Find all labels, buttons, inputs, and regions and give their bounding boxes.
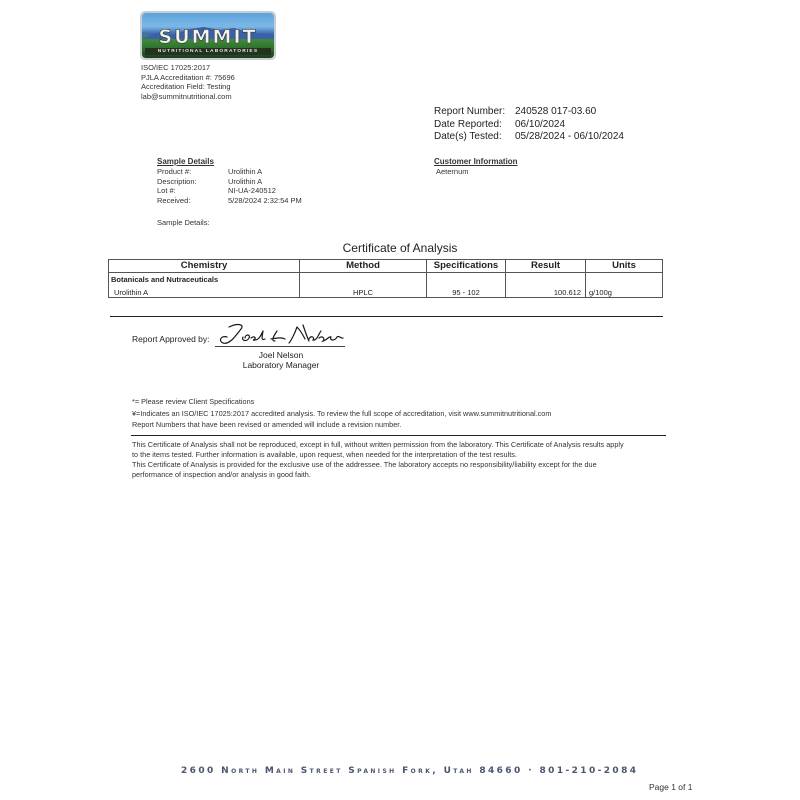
dates-tested-row: [434, 131, 624, 144]
date-reported-label: Date Reported:: [434, 118, 502, 130]
lot-row: [157, 186, 397, 196]
report-meta: [434, 106, 624, 144]
field-label: Product #:: [157, 167, 192, 176]
dates-tested-value: 05/28/2024 - 06/10/2024: [515, 131, 624, 142]
sample-details-extra-label: Sample Details:: [157, 218, 210, 227]
disclaimer-line: This Certificate of Analysis shall not be reproduced, except in full, without written permission from the laboratory. This Certificate of Analysis results apply: [132, 440, 624, 449]
approver-title: Laboratory Manager: [242, 360, 320, 370]
table-row: [109, 273, 663, 298]
disclaimer-line: to the items tested. Further information is available, upon request, when needed for the interpretation of the test results.: [132, 450, 517, 459]
accreditation-number: PJLA Accreditation #: 75696: [141, 72, 235, 82]
dates-tested-label: Date(s) Tested:: [434, 131, 502, 142]
divider: [131, 435, 666, 436]
note-revisions: Report Numbers that have been revised or amended will include a revision number.: [132, 420, 402, 429]
units-value: g/100g: [589, 288, 612, 297]
table-header-row: [109, 260, 663, 273]
report-number-label: Report Number:: [434, 106, 506, 117]
coa-title: Certificate of Analysis: [342, 241, 458, 255]
analyte-name: Urolithin A: [114, 288, 149, 297]
column-header-specifications: Specifications: [427, 260, 506, 273]
customer-info-title: Customer Information: [434, 157, 518, 166]
logo-tagline: NUTRITIONAL LABORATORIES: [145, 48, 271, 55]
lab-email: lab@summitnutritional.com: [141, 91, 232, 101]
disclaimer-line: performance of inspection and/or analysis in good faith.: [132, 470, 311, 479]
date-reported-row: [434, 119, 624, 132]
company-logo: [140, 11, 276, 60]
product-row: [157, 167, 397, 177]
signature-line: [215, 346, 345, 347]
report-number-value: 240528 017-03.60: [515, 106, 597, 117]
method-value: HPLC: [352, 288, 373, 297]
field-label: Received:: [157, 195, 191, 205]
units-cell: [586, 273, 663, 298]
received-row: [157, 196, 397, 206]
disclaimer-line: This Certificate of Analysis is provided for the exclusive use of the addressee. The laboratory accepts no responsibility/liability except for the due: [132, 460, 597, 469]
customer-name: Aeternum: [436, 167, 469, 176]
sample-details-title: Sample Details: [157, 157, 214, 166]
field-value: Urolithin A: [228, 167, 263, 176]
specifications-cell: [427, 273, 506, 298]
note-client-specs: *= Please review Client Specifications: [132, 397, 255, 406]
report-number-row: [434, 106, 624, 119]
field-value: 5/28/2024 2:32:54 PM: [228, 195, 302, 205]
lab-info: [141, 63, 235, 101]
approval-label: Report Approved by:: [132, 334, 210, 344]
column-header-method: Method: [300, 260, 427, 273]
note-accreditation: ¥=Indicates an ISO/IEC 17025:2017 accredited analysis. To review the full scope of accreditation, visit www.summitnutritional.com: [132, 408, 552, 418]
approver-name: Joel Nelson: [258, 350, 304, 360]
approver: [241, 350, 321, 370]
field-value: NI-UA-240512: [228, 186, 276, 195]
description-row: [157, 177, 397, 187]
footer-address: 2600 North Main Street Spanish Fork, Utah 84660 · 801-210-2084: [181, 766, 639, 776]
field-label: Lot #:: [157, 186, 176, 195]
results-table: [108, 259, 663, 298]
chemistry-cell: [109, 273, 300, 298]
result-value: 100.612: [553, 288, 581, 297]
field-value: Urolithin A: [228, 176, 263, 186]
sample-details: [157, 156, 397, 205]
column-header-units: Units: [586, 260, 663, 273]
logo-wordmark: SUMMIT: [158, 26, 258, 48]
result-cell: [506, 273, 586, 298]
specifications-value: 95 - 102: [452, 288, 480, 297]
iso-standard: ISO/IEC 17025:2017: [141, 63, 211, 72]
divider: [110, 316, 663, 317]
disclaimer: [132, 440, 667, 480]
customer-info: [434, 156, 518, 177]
notes: [132, 396, 551, 431]
field-label: Description:: [157, 176, 197, 186]
column-header-result: Result: [506, 260, 586, 273]
column-header-chemistry: Chemistry: [109, 260, 300, 273]
date-reported-value: 06/10/2024: [515, 118, 566, 130]
page-number: Page 1 of 1: [649, 782, 693, 792]
method-cell: [300, 273, 427, 298]
category-label: Botanicals and Nutraceuticals: [111, 275, 219, 284]
accreditation-field: Accreditation Field: Testing: [141, 82, 231, 91]
